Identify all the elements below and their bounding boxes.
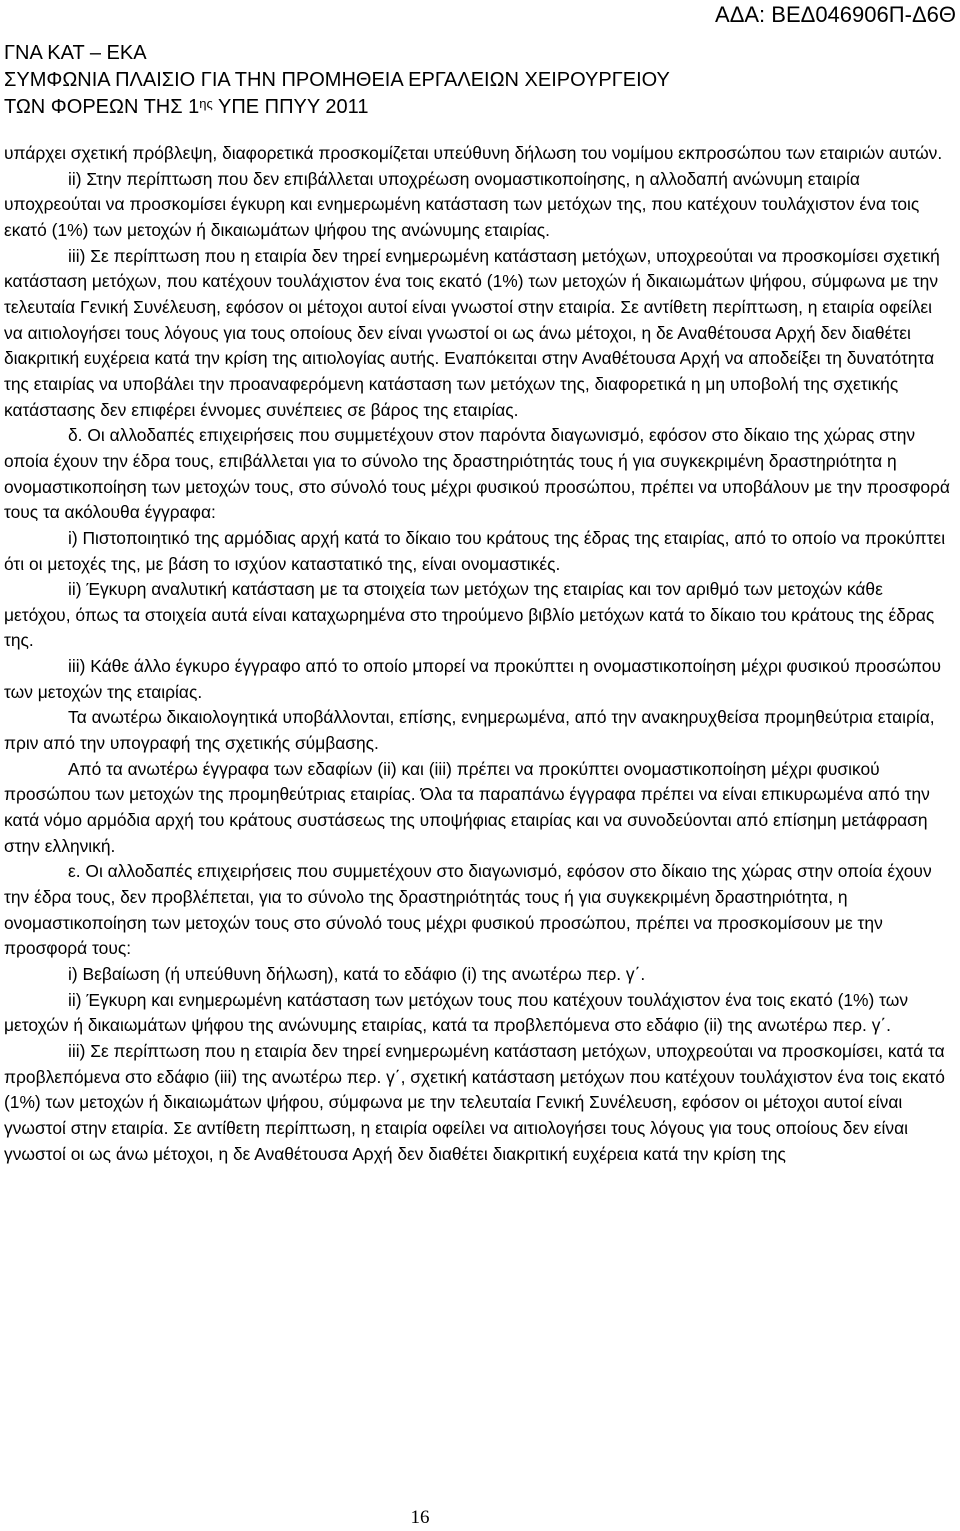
paragraph-e-i-certificate: i) Βεβαίωση (ή υπεύθυνη δήλωση), κατά το εδάφιο (i) της ανωτέρω περ. γ΄. — [68, 964, 646, 984]
document-header — [4, 40, 670, 121]
paragraph-e-iii-no-register: iii) Σε περίπτωση που η εταιρία δεν τηρεί ενημερωμένη κατάσταση μετόχων, υποχρεούται να προσκομίσει, κατά τα προβλεπόμενα στο εδάφιο (iii) της ανωτέρω περ. γ΄, σχετική κατάσταση μετόχων που κατέχουν τουλάχιστον ένα τοις εκατό (1%) των μετοχών ή δικαιωμάτων ψήφου, σύμφωνα με την τελευταία Γενική Συνέλευση, εφόσον οι μέτοχοι αυτοί είναι γνωστοί στην εταιρία. Σε αντίθετη περίπτωση, η εταιρία οφείλει να αιτιολογήσει τους λόγους για τους οποίους δεν είναι γνωστοί οι ως άνω μέτοχοι, η δε Αναθέτουσα Αρχή δεν διαθέτει διακριτική ευχέρεια κατά την κρίση της — [4, 1040, 945, 1164]
paragraph-ii-unregistered: ii) Στην περίπτωση που δεν επιβάλλεται υποχρέωση ονομαστικοποίησης, η αλλοδαπή ανώνυμη εταιρία υποχρεούται να προσκομίσει έγκυρη και ενημερωμένη κατάσταση των μετόχων της, που κατέχουν τουλάχιστον ένα τοις εκατό (1%) των μετοχών ή δικαιωμάτων ψήφου της ανώνυμης εταιρίας. — [4, 168, 920, 240]
paragraph-d-ii-shareholder-list: ii) Έγκυρη αναλυτική κατάσταση με τα στοιχεία των μετόχων της εταιρίας και τον αριθμό των μετοχών κάθε μετόχου, όπως τα στοιχεία αυτά είναι καταχωρημένα στο τηρούμενο βιβλίο μετόχων κατά το δίκαιο του κράτους της έδρας της. — [4, 579, 935, 651]
header-line-1: ΓΝΑ ΚΑΤ – ΕΚΑ — [4, 42, 147, 64]
header-line-3 — [4, 94, 670, 121]
page-number: 16 — [410, 1507, 430, 1528]
paragraph-e-foreign-unregistered: ε. Οι αλλοδαπές επιχειρήσεις που συμμετέχουν στο διαγωνισμό, εφόσον στο δίκαιο της χώρας στην οποία έχουν την έδρα τους, δεν προβλέπεται, για το σύνολο της δραστηριότητάς τους ή για συγκεκριμένη δραστηριότητα, η ονομαστικοποίηση των μετοχών τους στο σύνολό τους μέχρι φυσικού προσώπου, πρέπει να προσκομίσουν με την προσφορά τους: — [4, 861, 932, 959]
header-line-2: ΣΥΜΦΩΝΙΑ ΠΛΑΙΣΙΟ ΓΙΑ ΤΗΝ ΠΡΟΜΗΘΕΙΑ ΕΡΓΑΛΕΙΩΝ ΧΕΙΡΟΥΡΓΕΙΟΥ — [4, 69, 670, 91]
ada-code: ΑΔΑ: ΒΕΔ046906Π-Δ6Θ — [715, 2, 956, 27]
paragraph-d-iii-other-document: iii) Κάθε άλλο έγκυρο έγγραφο από το οποίο μπορεί να προκύπτει η ονομαστικοποίηση μέχρι φυσικού προσώπου των μετοχών της εταιρίας. — [4, 656, 941, 702]
paragraph-d-foreign-registered: δ. Οι αλλοδαπές επιχειρήσεις που συμμετέχουν στον παρόντα διαγωνισμό, εφόσον στο δίκαιο της χώρας στην οποία έχουν την έδρα τους, επιβάλλεται για το σύνολο της δραστηριότητάς τους ή για συγκεκριμένη δραστηριότητα η ονομαστικοποίηση των μετοχών τους, στο σύνολό τους μέχρι φυσικού προσώπου, πρέπει να υποβάλουν με την προσφορά τους τα ακόλουθα έγγραφα: — [4, 425, 950, 523]
paragraph-iii-no-register: iii) Σε περίπτωση που η εταιρία δεν τηρεί ενημερωμένη κατάσταση μετόχων, υποχρεούται να προσκομίσει σχετική κατάσταση μετόχων, που κατέχουν τουλάχιστον ένα τοις εκατό (1%) των μετοχών ή δικαιωμάτων ψήφου, σύμφωνα με την τελευταία Γενική Συνέλευση, εφόσον οι μέτοχοι αυτοί είναι γνωστοί στην εταιρία. Σε αντίθετη περίπτωση, η εταιρία οφείλει να αιτιολογήσει τους λόγους για τους οποίους δεν είναι γνωστοί οι ως άνω μέτοχοι, η δε Αναθέτουσα Αρχή δεν διαθέτει διακριτική ευχέρεια κατά την κρίση της αιτιολογίας αυτής. Εναπόκειται στην Αναθέτουσα Αρχή να αποδείξει τη δυνατότητα της εταιρίας να υποβάλει την προαναφερόμενη κατάσταση των μετόχων της, διαφορετικά η μη υποβολή της σχετικής κατάστασης δεν επιφέρει έννομες συνέπειες σε βάρος της εταιρίας. — [4, 245, 940, 420]
paragraph-d-i-certificate: i) Πιστοποιητικό της αρμόδιας αρχή κατά το δίκαιο του κράτους της έδρας της εταιρίας, από το οποίο να προκύπτει ότι οι μετοχές της, με βάση το ισχύον καταστατικό της, είναι ονομαστικές. — [4, 527, 946, 574]
header-line-3-pre: ΤΩΝ ΦΟΡΕΩΝ ΤΗΣ 1 — [4, 96, 200, 118]
header-line-3-sup: ης — [199, 96, 213, 111]
header-line-3-post: ΥΠΕ ΠΠΥΥ 2011 — [212, 96, 369, 118]
paragraph-certified-translation: Από τα ανωτέρω έγγραφα των εδαφίων (ii) και (iii) πρέπει να προκύπτει ονομαστικοποίηση μέχρι φυσικού προσώπου των μετοχών της προμηθεύτριας εταιρίας. Όλα τα παραπάνω έγγραφα πρέπει να είναι επικυρωμένα από την κατά νόμο αρμόδια αρχή του κράτους συστάσεως της υποψήφιας εταιρίας και να συνοδεύονται από επίσημη μετάφραση στην ελληνική. — [4, 758, 930, 856]
paragraph-e-ii-shareholder-list: ii) Έγκυρη και ενημερωμένη κατάσταση των μετόχων τους που κατέχουν τουλάχιστον ένα τοις εκατό (1%) των μετοχών ή δικαιωμάτων ψήφου της ανώνυμης εταιρίας, κατά τα προβλεπόμενα στο εδάφιο (ii) της ανωτέρω περ. γ΄. — [4, 989, 909, 1036]
paragraph-updated-documents: Τα ανωτέρω δικαιολογητικά υποβάλλονται, επίσης, ενημερωμένα, από την ανακηρυχθείσα προμηθεύτρια εταιρία, πριν από την υπογραφή της σχετικής σύμβασης. — [4, 707, 935, 754]
document-body — [4, 141, 954, 1167]
paragraph-continuation: υπάρχει σχετική πρόβλεψη, διαφορετικά προσκομίζεται υπεύθυνη δήλωση του νομίμου εκπροσώπου των εταιριών αυτών. — [4, 143, 943, 163]
